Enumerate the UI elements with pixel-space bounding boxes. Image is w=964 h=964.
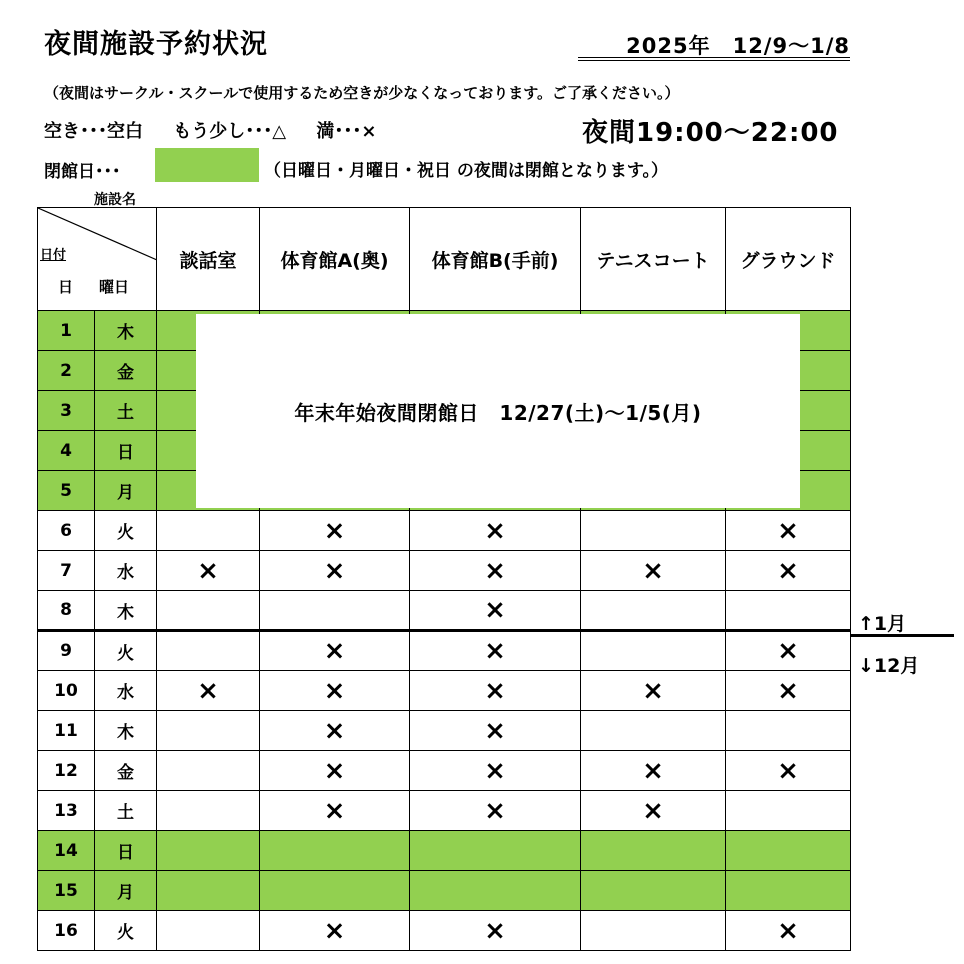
facility-header: テニスコート [581,208,726,311]
availability-cell [157,911,260,951]
availability-cell [157,751,260,791]
availability-cell [410,871,581,911]
facility-header: グラウンド [726,208,851,311]
day-cell: 15 [38,871,95,911]
availability-cell [581,631,726,671]
legend-vacant: 空き･･･空白 [44,121,143,142]
day-cell: 5 [38,471,95,511]
table-row [38,871,851,911]
period-underline-2 [578,60,850,61]
availability-cell: × [260,671,410,711]
weekday-cell: 日 [95,831,157,871]
day-cell: 9 [38,631,95,671]
availability-cell: × [581,671,726,711]
date-header-cell [38,208,157,311]
availability-cell: × [726,551,851,591]
availability-cell [260,871,410,911]
usage-note: （夜間はサークル・スクールで使用するため空きが少なくなっております。ご了承ください。） [44,84,680,102]
availability-cell: × [726,631,851,671]
weekday-cell: 水 [95,671,157,711]
availability-cell: × [410,791,581,831]
weekday-cell: 金 [95,751,157,791]
availability-cell: × [157,551,260,591]
closed-color-swatch [155,148,259,182]
availability-cell: × [410,671,581,711]
weekday-cell: 土 [95,391,157,431]
availability-cell [581,591,726,631]
availability-cell: × [260,631,410,671]
availability-cell [157,831,260,871]
table-row [38,831,851,871]
table-row [38,791,851,831]
closure-notice-text: 年末年始夜間閉館日 12/27(土)～1/5(月) [294,400,702,425]
january-marker: ↑1月 [858,613,907,635]
availability-cell: × [410,551,581,591]
weekday-cell: 月 [95,871,157,911]
day-cell: 14 [38,831,95,871]
weekday-cell: 木 [95,311,157,351]
facility-header: 談話室 [157,208,260,311]
period-range: 2025年 12/9～1/8 [626,34,850,58]
page-title: 夜間施設予約状況 [44,29,268,60]
weekday-cell: 水 [95,551,157,591]
closed-day-note: （日曜日・月曜日・祝日 の夜間は閉館となります。） [264,161,669,181]
availability-cell: × [410,751,581,791]
availability-cell: × [726,911,851,951]
day-cell: 10 [38,671,95,711]
weekday-cell: 木 [95,711,157,751]
availability-cell: × [581,791,726,831]
day-cell: 6 [38,511,95,551]
closed-day-label: 閉館日･･･ [44,162,121,182]
availability-cell: × [410,911,581,951]
table-row [38,671,851,711]
facility-header: 体育館B(手前) [410,208,581,311]
period-underline [578,57,850,58]
availability-cell [726,871,851,911]
availability-cell [157,591,260,631]
availability-cell: × [410,511,581,551]
availability-cell: × [260,911,410,951]
availability-cell: × [410,711,581,751]
availability-cell: × [260,711,410,751]
closure-notice-box [196,314,800,508]
weekday-cell: 火 [95,511,157,551]
day-cell: 7 [38,551,95,591]
availability-cell: × [726,511,851,551]
weekday-cell: 金 [95,351,157,391]
table-row [38,551,851,591]
availability-cell: × [410,591,581,631]
weekday-cell: 土 [95,791,157,831]
weekday-cell: 月 [95,471,157,511]
legend-full: 満･･･× [316,121,377,142]
facility-header: 体育館A(奥) [260,208,410,311]
day-cell: 4 [38,431,95,471]
weekday-cell: 火 [95,911,157,951]
weekday-cell: 日 [95,431,157,471]
table-row [38,591,851,631]
table-row [38,511,851,551]
day-cell: 11 [38,711,95,751]
date-header-label: 日付 [40,248,67,263]
day-cell: 13 [38,791,95,831]
availability-cell: × [260,751,410,791]
availability-cell: × [581,751,726,791]
availability-cell [157,791,260,831]
availability-cell [581,711,726,751]
legend [44,117,401,143]
weekday-cell: 木 [95,591,157,631]
availability-cell [410,831,581,871]
availability-cell [726,591,851,631]
table-row [38,911,851,951]
december-marker: ↓12月 [858,655,920,677]
availability-cell [581,511,726,551]
opening-hours: 夜間19:00～22:00 [582,118,839,148]
legend-few: もう少し･･･△ [173,121,287,142]
day-cell: 8 [38,591,95,631]
availability-cell: × [260,791,410,831]
day-cell: 1 [38,311,95,351]
weekday-header-label: 曜日 [99,278,130,296]
day-cell: 3 [38,391,95,431]
day-cell: 16 [38,911,95,951]
availability-cell: × [157,671,260,711]
availability-cell: × [260,551,410,591]
availability-cell: × [581,551,726,591]
availability-cell: × [410,631,581,671]
availability-cell [157,871,260,911]
availability-cell [581,911,726,951]
availability-cell [726,791,851,831]
availability-cell: × [726,671,851,711]
availability-cell [581,871,726,911]
availability-cell [581,831,726,871]
availability-cell [157,631,260,671]
availability-cell [157,711,260,751]
day-cell: 12 [38,751,95,791]
availability-cell: × [726,751,851,791]
table-row [38,711,851,751]
availability-cell [726,831,851,871]
table-row [38,631,851,671]
day-header-label: 日 [58,278,74,296]
availability-cell [726,711,851,751]
table-row [38,751,851,791]
weekday-cell: 火 [95,631,157,671]
availability-cell [260,591,410,631]
availability-cell [157,511,260,551]
availability-cell: × [260,511,410,551]
availability-cell [260,831,410,871]
facility-name-label: 施設名 [94,192,136,208]
day-cell: 2 [38,351,95,391]
